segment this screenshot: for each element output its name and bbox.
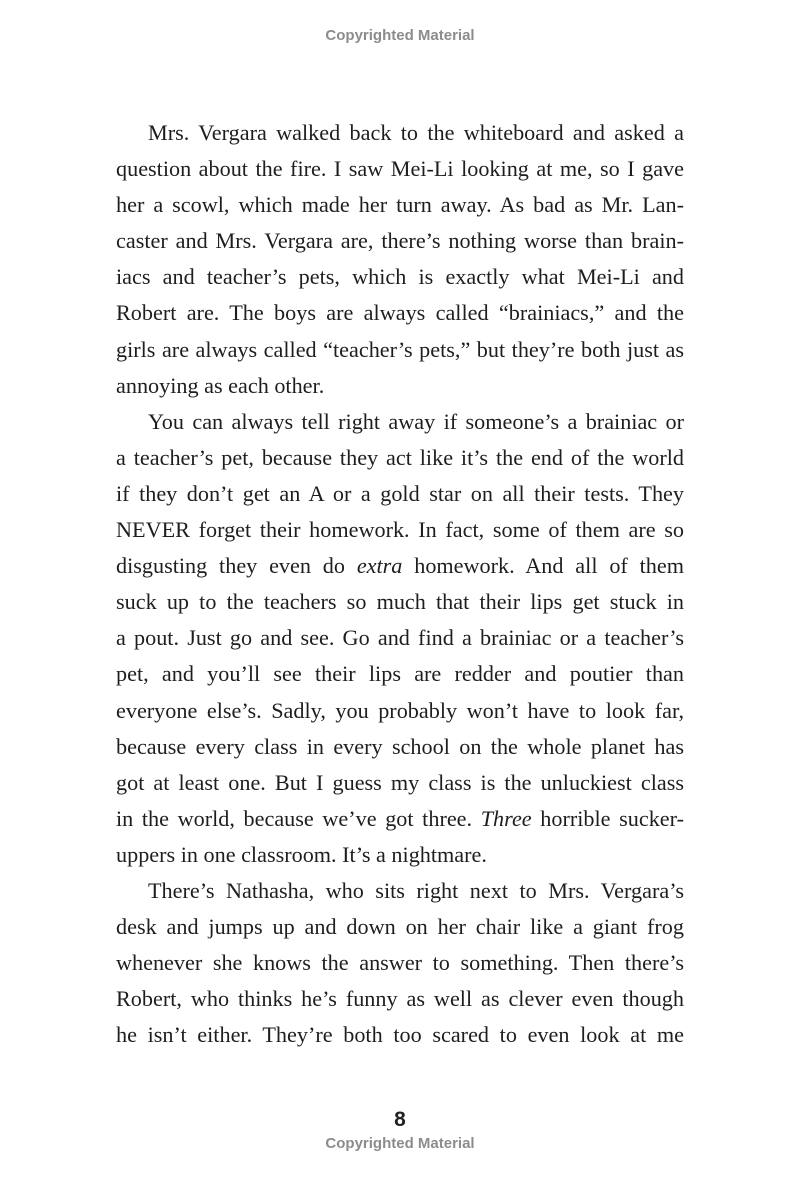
page-number: 8 [394,1108,406,1131]
paragraph [116,873,684,1053]
copyright-watermark-top: Copyrighted Material [325,27,475,44]
text-line: suck up to the teachers so much that their lips get stuck in [116,589,684,615]
text-line: if they don’t get an A or a gold star on all their tests. They [116,480,684,506]
text-line: girls are always called “teacher’s pets,” but they’re both just as [116,336,684,362]
text-line: annoying as each other. [116,372,325,398]
text-line: question about the fire. I saw Mei-Li looking at me, so I gave [116,156,684,182]
text-line: whenever she knows the answer to something. Then there’s [116,950,684,976]
text-line: NEVER forget their homework. In fact, some of them are so [116,517,684,543]
text-line: a teacher’s pet, because they act like it’s the end of the world [116,444,684,470]
text-line: everyone else’s. Sadly, you probably won’t have to look far, [116,697,684,723]
text-line: There’s Nathasha, who sits right next to Mrs. Vergara’s [148,877,684,903]
text-line: her a scowl, which made her turn away. As bad as Mr. Lan- [116,192,684,218]
text-line: he isn’t either. They’re both too scared to even look at me [116,1022,684,1048]
text-line: desk and jumps up and down on her chair like a giant frog [116,914,684,940]
text-line: You can always tell right away if someone’s a brainiac or [148,408,684,434]
text-line: Robert are. The boys are always called “brainiacs,” and the [116,300,684,326]
text-line: caster and Mrs. Vergara are, there’s nothing worse than brain- [116,228,684,254]
paragraph [116,115,684,404]
text-line: in the world, because we’ve got three. Three horrible sucker- [116,805,684,831]
text-line: Mrs. Vergara walked back to the whiteboard and asked a [148,120,684,145]
emphasis: extra [356,553,403,579]
body-text [116,115,684,1053]
text-line: pet, and you’ll see their lips are redder and poutier than [116,661,684,687]
text-line: because every class in every school on the whole planet has [116,733,684,759]
emphasis: Three [480,805,532,831]
text-line: Robert, who thinks he’s funny as well as clever even though [116,986,684,1012]
text-line: got at least one. But I guess my class is the unluckiest class [116,769,684,795]
text-line: disgusting they even do extra homework. And all of them [116,553,684,579]
text-line: iacs and teacher’s pets, which is exactly what Mei-Li and [116,264,684,290]
text-line: a pout. Just go and see. Go and find a brainiac or a teacher’s [116,625,684,651]
copyright-watermark-bottom: Copyrighted Material [325,1135,475,1152]
paragraph [116,404,684,873]
text-line: uppers in one classroom. It’s a nightmare. [116,841,487,867]
